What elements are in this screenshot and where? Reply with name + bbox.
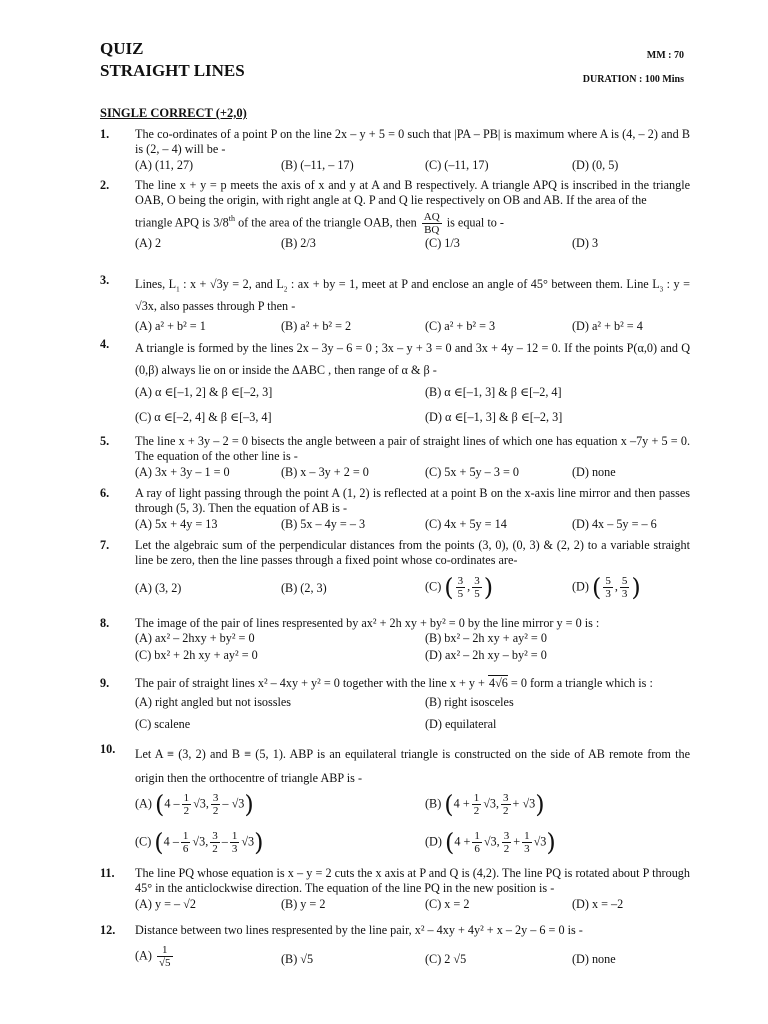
option-d[interactable]: (D) (4 + $\frac{1}{6}$ √3, $\frac{3}{2}$ + $\frac{1}{3}$ √3) bbox=[425, 828, 556, 857]
question-text: A ray of light passing through the point A (1, 2) is reflected at a point B on the x-axis line mirror and then passes through (5, 3). Then the equation of AB is - bbox=[135, 486, 690, 516]
question-3 bbox=[100, 273, 690, 336]
option-a[interactable]: (A) 2 bbox=[135, 235, 162, 250]
option-b[interactable]: (B) (4 + $\frac{1}{2}$ √3, $\frac{3}{2}$ + √3) bbox=[425, 790, 545, 819]
option-d[interactable]: (D) (0, 5) bbox=[572, 157, 619, 172]
option-b[interactable]: (B) right isosceles bbox=[425, 695, 514, 710]
question-number: 6. bbox=[100, 486, 110, 500]
question-text: Let the algebraic sum of the perpendicular distances from the points (3, 0), (0, 3) & (2, 2) to a variable straight line be zero, then the line passes through a fixed point whose co-ordinates are- bbox=[135, 538, 690, 568]
options bbox=[135, 648, 690, 665]
question-6 bbox=[100, 486, 690, 534]
option-b[interactable]: (B) 5x – 4y = – 3 bbox=[281, 516, 366, 531]
option-c[interactable]: (C) x = 2 bbox=[425, 896, 470, 911]
option-d[interactable]: (D) ( $\frac{5}{3}$ , $\frac{5}{3}$ ) bbox=[572, 573, 641, 601]
options bbox=[135, 792, 690, 830]
question-4 bbox=[100, 337, 690, 430]
question-11 bbox=[100, 866, 690, 914]
question-number: 10. bbox=[100, 742, 116, 756]
header-meta bbox=[583, 44, 684, 92]
option-b[interactable]: (B) a² + b² = 2 bbox=[281, 319, 352, 333]
option-c[interactable]: (C) α ∈[–2, 4] & β ∈[–3, 4] bbox=[135, 410, 272, 424]
option-b[interactable]: (B) x – 3y + 2 = 0 bbox=[281, 464, 369, 479]
option-b[interactable]: (B) y = 2 bbox=[281, 896, 326, 911]
option-c[interactable]: (C) 1/3 bbox=[425, 235, 460, 250]
question-7 bbox=[100, 538, 690, 605]
options bbox=[135, 385, 690, 410]
options bbox=[135, 158, 690, 175]
topic-title: STRAIGHT LINES bbox=[100, 61, 245, 80]
option-c[interactable]: (C) (4 – $\frac{1}{6}$ √3, $\frac{3}{2}$ – $\frac{1}{3}$ √3) bbox=[135, 828, 264, 857]
option-a[interactable]: (A) y = – √2 bbox=[135, 896, 196, 911]
question-8 bbox=[100, 616, 690, 665]
option-b[interactable]: (B) (2, 3) bbox=[281, 580, 327, 595]
max-marks: MM : 70 bbox=[646, 50, 684, 61]
options bbox=[135, 319, 690, 336]
option-a[interactable]: (A) right angled but not isossles bbox=[135, 695, 292, 710]
option-d[interactable]: (D) none bbox=[572, 464, 616, 479]
option-d[interactable]: (D) α ∈[–1, 3] & β ∈[–2, 3] bbox=[425, 410, 563, 424]
option-c[interactable]: (C) (–11, 17) bbox=[425, 157, 489, 172]
option-a[interactable]: (A) 5x + 4y = 13 bbox=[135, 516, 218, 531]
question-text: Let A ≡ (3, 2) and B ≡ (5, 1). ABP is an equilateral triangle is constructed on the side of AB remote from the origin then the orthocentre of triangle ABP is - bbox=[135, 747, 690, 785]
question-number: 5. bbox=[100, 434, 110, 448]
option-a[interactable]: (A) ax² – 2hxy + by² = 0 bbox=[135, 631, 255, 646]
option-d[interactable]: (D) none bbox=[572, 952, 616, 967]
option-d[interactable]: (D) 3 bbox=[572, 235, 599, 250]
option-a[interactable]: (A) $\frac{1}{√5}$ bbox=[135, 944, 171, 970]
section-title: SINGLE CORRECT (+2,0) bbox=[100, 106, 247, 120]
options bbox=[135, 236, 690, 253]
option-b[interactable]: (B) bx² – 2h xy + ay² = 0 bbox=[425, 631, 547, 646]
option-a[interactable]: (A) (11, 27) bbox=[135, 157, 194, 172]
question-number: 2. bbox=[100, 178, 110, 192]
option-d[interactable]: (D) equilateral bbox=[425, 717, 497, 732]
duration: DURATION : 100 Mins bbox=[582, 74, 684, 85]
question-10 bbox=[100, 742, 690, 866]
question-number: 4. bbox=[100, 337, 110, 351]
option-a[interactable]: (A) (3, 2) bbox=[135, 580, 182, 595]
options bbox=[135, 695, 690, 717]
question-number: 11. bbox=[100, 866, 115, 880]
options bbox=[135, 631, 690, 648]
question-number: 7. bbox=[100, 538, 110, 552]
header-title bbox=[100, 38, 245, 82]
question-text: Distance between two lines respresented by the line pair, x² – 4xy + 4y² + x – 2y – 6 = 0 is - bbox=[135, 923, 583, 937]
radical: 4√6 bbox=[488, 676, 508, 690]
question-text: Lines, $L_1$ : x + √3y = 2, and $L_2$ : ax + by = 1, meet at P and enclose an angle of 45° between them. Line $L_3$ : y = √3x, also passes through P then - bbox=[135, 277, 690, 313]
question-number: 9. bbox=[100, 676, 110, 690]
option-d[interactable]: (D) ax² – 2h xy – by² = 0 bbox=[425, 648, 547, 663]
option-c[interactable]: (C) ( $\frac{3}{5}$ , $\frac{3}{5}$ ) bbox=[425, 573, 494, 601]
options bbox=[135, 717, 690, 734]
question-number: 12. bbox=[100, 923, 116, 937]
question-2 bbox=[100, 178, 690, 253]
question-text: The line PQ whose equation is x – y = 2 cuts the x axis at P and Q is (4,2). The line PQ is rotated about P through 45° in the anticlockwise direction. The equation of the line PQ in the new position is - bbox=[135, 866, 690, 896]
question-1 bbox=[100, 127, 690, 175]
options bbox=[135, 517, 690, 534]
question-5 bbox=[100, 434, 690, 482]
option-c[interactable]: (C) bx² + 2h xy + ay² = 0 bbox=[135, 648, 258, 663]
option-a[interactable]: (A) (4 – $\frac{1}{2}$ √3, $\frac{3}{2}$ – √3) bbox=[135, 790, 254, 819]
question-number: 3. bbox=[100, 273, 110, 287]
options bbox=[135, 465, 690, 482]
option-b[interactable]: (B) 2/3 bbox=[281, 235, 316, 250]
option-a[interactable]: (A) α ∈[–1, 2] & β ∈[–2, 3] bbox=[135, 385, 273, 399]
question-text: The line x + 3y – 2 = 0 bisects the angle between a pair of straight lines of which one has equation x –7y + 5 = 0. The equation of the other line is - bbox=[135, 434, 690, 464]
quiz-title: QUIZ bbox=[100, 39, 144, 58]
option-c[interactable]: (C) a² + b² = 3 bbox=[425, 319, 496, 333]
option-c[interactable]: (C) 2 √5 bbox=[425, 952, 467, 967]
fraction: $\frac{AQ}{BQ}$ bbox=[423, 210, 440, 236]
question-number: 1. bbox=[100, 127, 110, 141]
option-c[interactable]: (C) 5x + 5y – 3 = 0 bbox=[425, 464, 519, 479]
question-text: The line x + y = p meets the axis of x and y at A and B respectively. A triangle APQ is inscribed in the triangle OAB, O being the origin, with right angle at Q. P and Q lie respectively on OB and AB. If the area of the triangle APQ is 3/8th of the area of the triangle OAB, then $\frac{AQ}{BQ}$ is equal to - bbox=[135, 178, 690, 236]
question-9 bbox=[100, 676, 690, 734]
options bbox=[135, 575, 690, 605]
question-text: A triangle is formed by the lines 2x – 3y – 6 = 0 ; 3x – y + 3 = 0 and 3x + 4y – 12 = 0. If the points P(α,0) and Q (0,β) always lie on or inside the ΔABC , then range of α & β - bbox=[135, 341, 690, 377]
option-d[interactable]: (D) 4x – 5y = – 6 bbox=[572, 516, 657, 531]
option-b[interactable]: (B) (–11, – 17) bbox=[281, 157, 354, 172]
option-c[interactable]: (C) 4x + 5y = 14 bbox=[425, 516, 507, 531]
question-text: The image of the pair of lines respresented by ax² + 2h xy + by² = 0 by the line mirror y = 0 is : bbox=[135, 616, 600, 630]
option-a[interactable]: (A) a² + b² = 1 bbox=[135, 319, 206, 333]
option-a[interactable]: (A) 3x + 3y – 1 = 0 bbox=[135, 464, 230, 479]
question-number: 8. bbox=[100, 616, 110, 630]
question-text: The pair of straight lines x² – 4xy + y² = 0 together with the line x + y + 4√6 = 0 form a triangle which is : bbox=[135, 676, 653, 690]
question-12 bbox=[100, 923, 690, 980]
options bbox=[135, 830, 690, 866]
option-d[interactable]: (D) a² + b² = 4 bbox=[572, 319, 643, 333]
option-d[interactable]: (D) x = –2 bbox=[572, 896, 624, 911]
question-text: The co-ordinates of a point P on the line 2x – y + 5 = 0 such that |PA – PB| is maximum where A is (4, – 2) and B is (2, – 4) will be - bbox=[135, 127, 690, 157]
options bbox=[135, 897, 690, 914]
options bbox=[135, 410, 690, 430]
option-b[interactable]: (B) α ∈[–1, 3] & β ∈[–2, 4] bbox=[425, 385, 562, 399]
options bbox=[135, 944, 690, 980]
option-b[interactable]: (B) √5 bbox=[281, 952, 314, 967]
option-c[interactable]: (C) scalene bbox=[135, 717, 191, 732]
